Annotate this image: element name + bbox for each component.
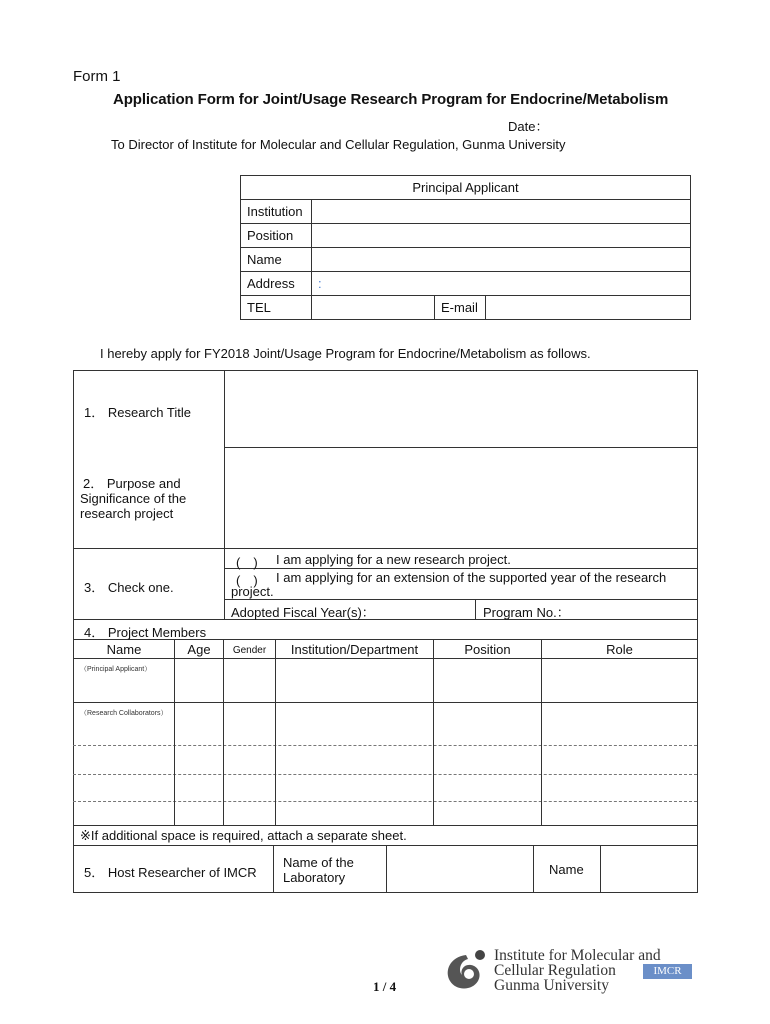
institute-name: Institute for Molecular and Cellular Regulation Gunma University	[494, 947, 661, 994]
option-new-checkbox[interactable]: ( )	[236, 555, 258, 570]
address-colon: :	[318, 276, 322, 291]
address-label: Address	[241, 272, 312, 296]
email-field[interactable]	[486, 296, 691, 320]
additional-space-note: ※If additional space is required, attach a separate sheet.	[80, 828, 407, 843]
email-label: E-mail	[435, 296, 486, 320]
page-title: Application Form for Joint/Usage Research Program for Endocrine/Metabolism	[113, 91, 669, 108]
purpose-field[interactable]	[225, 448, 697, 548]
position-field[interactable]	[312, 224, 691, 248]
principal-applicant-heading: Principal Applicant	[241, 176, 691, 200]
lab-name-label: Name of the Laboratory	[283, 855, 354, 885]
address-field[interactable]	[312, 272, 691, 296]
tel-label: TEL	[241, 296, 312, 320]
research-title-label: 1． Research Title	[84, 405, 191, 420]
col-name-header: Name	[106, 642, 142, 657]
research-collaborators-note: （Research Collaborators）	[80, 710, 168, 717]
option-extension-label-cont: project.	[231, 584, 274, 599]
check-one-label: 3． Check one.	[84, 580, 174, 595]
form-number: Form 1	[73, 68, 121, 85]
host-name-field[interactable]	[601, 846, 697, 892]
col-institution-header: Institution/Department	[290, 642, 419, 657]
name-label: Name	[241, 248, 312, 272]
imcr-logo-icon	[440, 945, 492, 993]
principal-applicant-note: （Principal Applicant）	[80, 666, 152, 673]
col-gender-header: Gender	[232, 645, 267, 656]
program-no-label: Program No.：	[483, 605, 570, 620]
project-members-label: 4． Project Members	[84, 625, 207, 640]
col-age-header: Age	[187, 642, 211, 657]
tel-field[interactable]	[312, 296, 435, 320]
host-name-label: Name	[549, 862, 584, 877]
intro-statement: I hereby apply for FY2018 Joint/Usage Program for Endocrine/Metabolism as follows.	[100, 346, 591, 361]
col-role-header: Role	[606, 642, 633, 657]
host-researcher-label: 5． Host Researcher of IMCR	[84, 865, 257, 880]
option-extension-label: I am applying for an extension of the supported year of the research	[276, 570, 667, 585]
name-field[interactable]	[312, 248, 691, 272]
option-new-label: I am applying for a new research project.	[276, 552, 511, 567]
date-label: Date：	[508, 119, 549, 134]
principal-applicant-table	[240, 175, 691, 320]
imcr-badge: IMCR	[643, 964, 692, 979]
option-extension-checkbox[interactable]: ( )	[236, 573, 258, 588]
research-title-field[interactable]	[225, 371, 697, 447]
institution-label: Institution	[241, 200, 312, 224]
col-position-header: Position	[464, 642, 511, 657]
addressee: To Director of Institute for Molecular and Cellular Regulation, Gunma University	[111, 137, 566, 152]
position-label: Position	[241, 224, 312, 248]
institution-field[interactable]	[312, 200, 691, 224]
adopted-years-label: Adopted Fiscal Year(s)：	[231, 605, 375, 620]
lab-name-field[interactable]	[387, 846, 533, 892]
page-number: 1 / 4	[373, 979, 397, 994]
purpose-label: 2． Purpose and Significance of the research project	[80, 476, 187, 521]
